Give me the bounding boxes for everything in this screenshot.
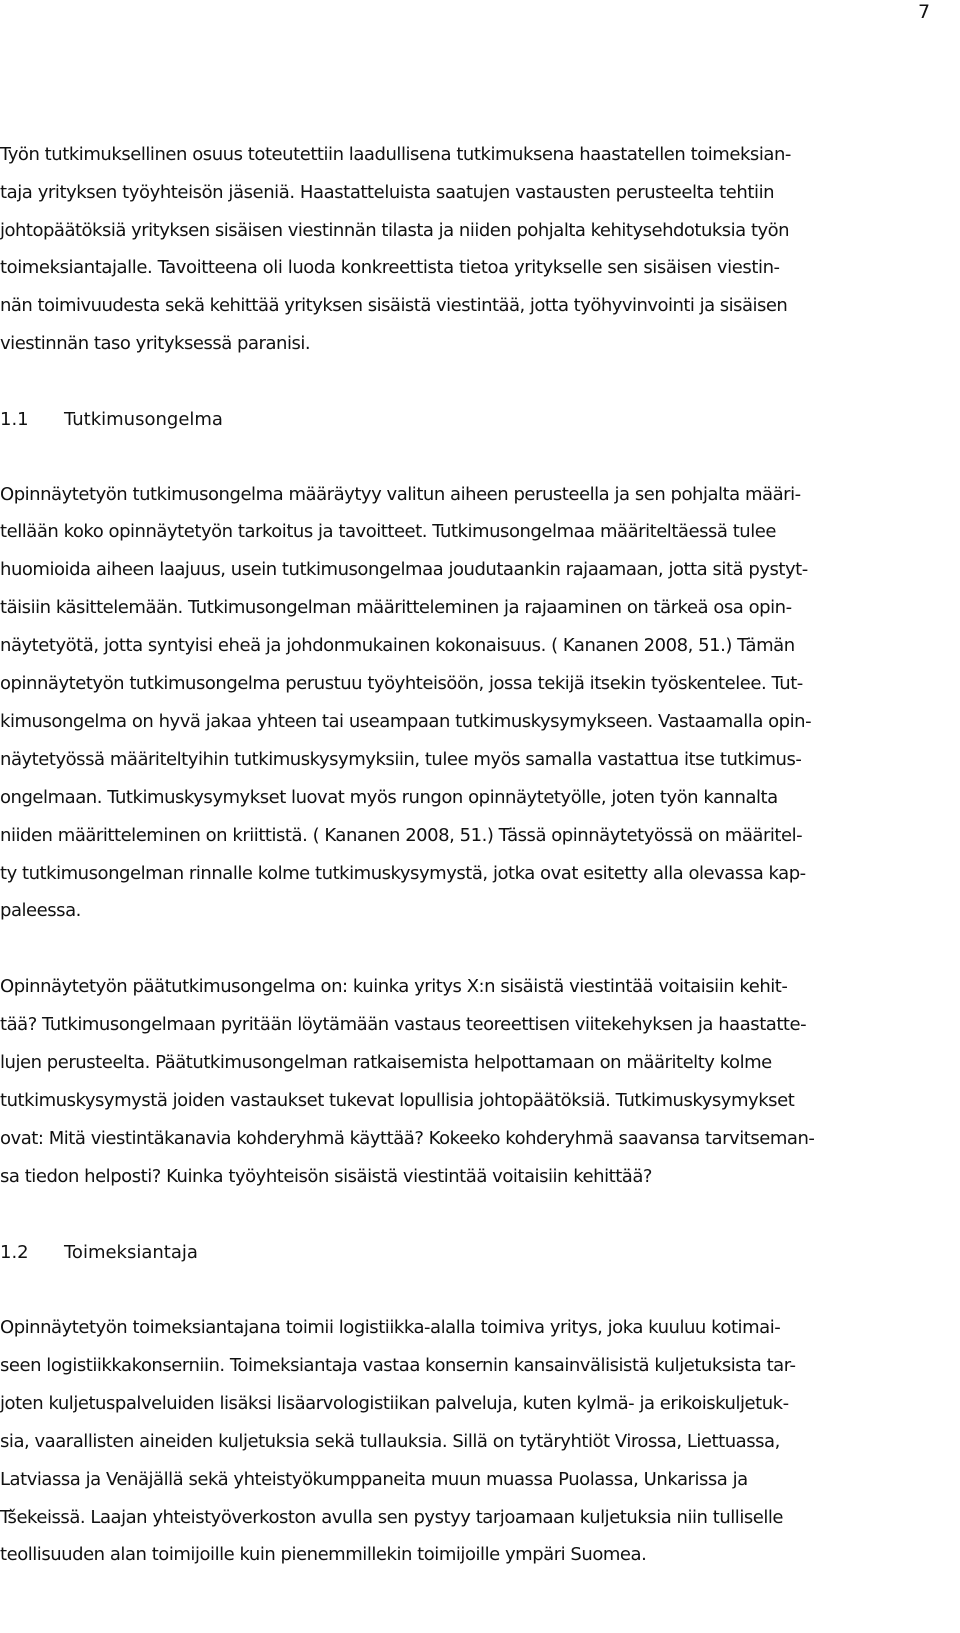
paragraph-line: tellään koko opinnäytetyön tarkoitus ja tavoitteet. Tutkimusongelmaa määriteltäessä tulee xyxy=(0,521,776,542)
paragraph-line: kimusongelma on hyvä jakaa yhteen tai useampaan tutkimuskysymykseen. Vastaamalla opin- xyxy=(0,711,812,732)
paragraph-line: Tšekeissä. Laajan yhteistyöverkoston avulla sen pystyy tarjoamaan kuljetuksia niin tulliselle xyxy=(0,1507,784,1528)
paragraph-line: sia, vaarallisten aineiden kuljetuksia sekä tullauksia. Sillä on tytäryhtiöt Virossa, Liettuassa, xyxy=(0,1431,780,1452)
paragraph-line: johtopäätöksiä yrityksen sisäisen viestinnän tilasta ja niiden pohjalta kehitysehdotuksia työn xyxy=(0,220,790,241)
paragraph-line: nän toimivuudesta sekä kehittää yrityksen sisäistä viestintää, jotta työhyvinvointi ja sisäisen xyxy=(0,295,788,316)
paragraph-line: näytetyössä määriteltyihin tutkimuskysymyksiin, tulee myös samalla vastattua itse tutkimus- xyxy=(0,749,802,770)
paragraph-line: tutkimuskysymystä joiden vastaukset tukevat lopullisia johtopäätöksiä. Tutkimuskysymykset xyxy=(0,1090,795,1111)
paragraph-line: taja yrityksen työyhteisön jäseniä. Haastatteluista saatujen vastausten perusteelta tehtiin xyxy=(0,182,775,203)
paragraph-line: viestinnän taso yrityksessä paranisi. xyxy=(0,333,311,354)
paragraph-line: Opinnäytetyön toimeksiantajana toimii logistiikka-alalla toimiva yritys, joka kuuluu kotimai- xyxy=(0,1317,781,1338)
paragraph-line: näytetyötä, jotta syntyisi eheä ja johdonmukainen kokonaisuus. ( Kananen 2008, 51.) Tämän xyxy=(0,635,795,656)
paragraph-line: täisiin käsittelemään. Tutkimusongelman määritteleminen ja rajaaminen on tärkeä osa opin- xyxy=(0,597,792,618)
paragraph-line: huomioida aiheen laajuus, usein tutkimusongelmaa joudutaankin rajaamaan, jotta sitä pystyt- xyxy=(0,559,808,580)
paragraph-line: Työn tutkimuksellinen osuus toteutettiin laadullisena tutkimuksena haastatellen toimeksian- xyxy=(0,144,791,165)
paragraph-line: seen logistiikkakonserniin. Toimeksiantaja vastaa konsernin kansainvälisistä kuljetuksista tar- xyxy=(0,1355,796,1376)
paragraph-line: tää? Tutkimusongelmaan pyritään löytämään vastaus teoreettisen viitekehyksen ja haastatte- xyxy=(0,1014,807,1035)
paragraph-line: Latviassa ja Venäjällä sekä yhteistyökumppaneita muun muassa Puolassa, Unkarissa ja xyxy=(0,1469,748,1490)
paragraph-line: ongelmaan. Tutkimuskysymykset luovat myös rungon opinnäytetyölle, joten työn kannalta xyxy=(0,787,778,808)
paragraph-line: paleessa. xyxy=(0,900,81,921)
paragraph-line: teollisuuden alan toimijoille kuin pienemmillekin toimijoille ympäri Suomea. xyxy=(0,1544,647,1565)
section-title: Toimeksiantaja xyxy=(64,1242,198,1263)
section-heading xyxy=(0,408,223,432)
section-heading xyxy=(0,1241,198,1265)
paragraph-line: lujen perusteelta. Päätutkimusongelman ratkaisemista helpottamaan on määritelty kolme xyxy=(0,1052,772,1073)
paragraph-line: toimeksiantajalle. Tavoitteena oli luoda konkreettista tietoa yritykselle sen sisäisen viestin- xyxy=(0,257,780,278)
section-number: 1.1 xyxy=(0,409,29,430)
paragraph-line: ty tutkimusongelman rinnalle kolme tutkimuskysymystä, jotka ovat esitetty alla olevassa kap- xyxy=(0,863,806,884)
paragraph-line: opinnäytetyön tutkimusongelma perustuu työyhteisöön, jossa tekijä itsekin työskentelee. Tut- xyxy=(0,673,803,694)
paragraph-line: ovat: Mitä viestintäkanavia kohderyhmä käyttää? Kokeeko kohderyhmä saavansa tarvitseman- xyxy=(0,1128,815,1149)
page-number: 7 xyxy=(918,1,931,23)
paragraph-line: Opinnäytetyön päätutkimusongelma on: kuinka yritys X:n sisäistä viestintää voitaisiin kehit- xyxy=(0,976,788,997)
paragraph-line: niiden määritteleminen on kriittistä. ( Kananen 2008, 51.) Tässä opinnäytetyössä on määritel- xyxy=(0,825,803,846)
paragraph-line: Opinnäytetyön tutkimusongelma määräytyy valitun aiheen perusteella ja sen pohjalta määri- xyxy=(0,484,801,505)
section-title: Tutkimusongelma xyxy=(64,409,223,430)
paragraph-line: joten kuljetuspalveluiden lisäksi lisäarvologistiikan palveluja, kuten kylmä- ja erikoiskuljetuk- xyxy=(0,1393,789,1414)
paragraph-line: sa tiedon helposti? Kuinka työyhteisön sisäistä viestintää voitaisiin kehittää? xyxy=(0,1166,653,1187)
section-number: 1.2 xyxy=(0,1242,29,1263)
